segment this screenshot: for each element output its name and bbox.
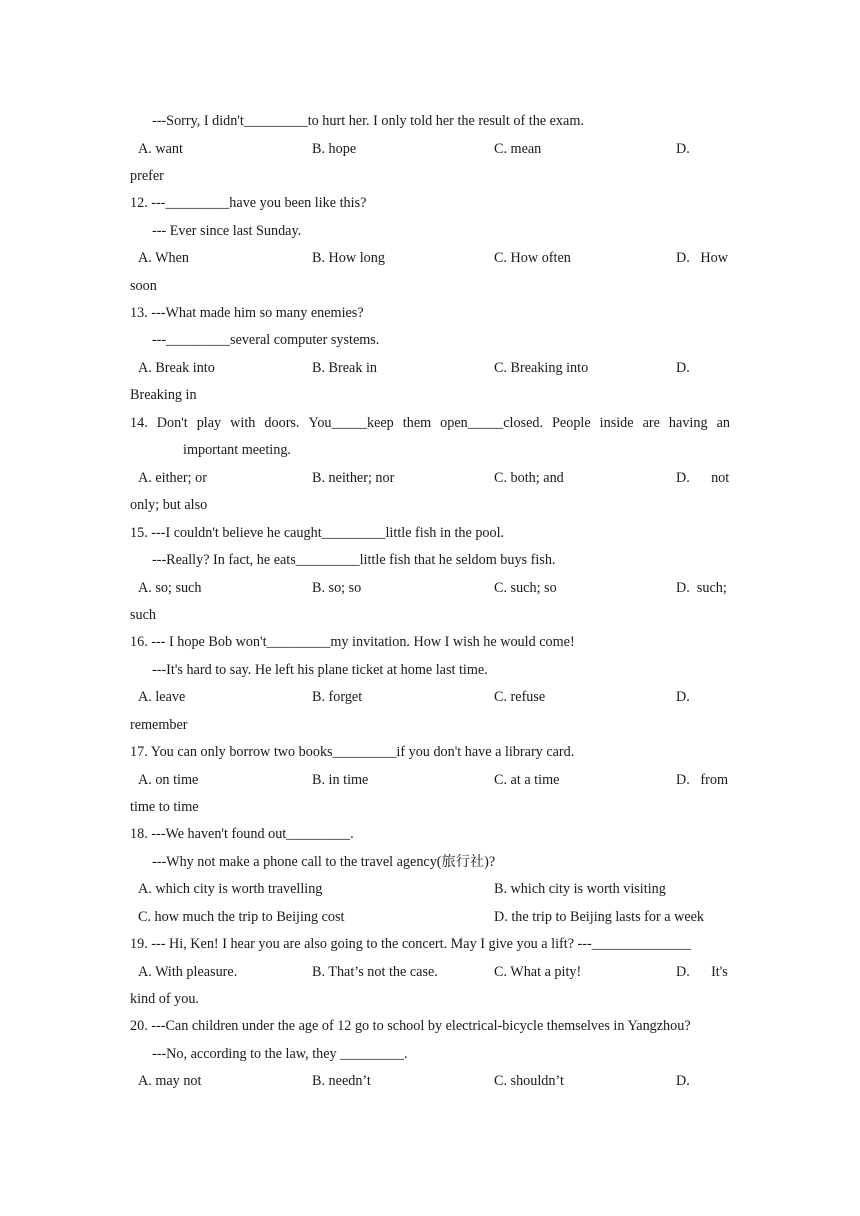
q12-option-b: B. How long: [312, 250, 385, 266]
q14-question: [130, 413, 730, 433]
q16-option-a: A. leave: [138, 689, 186, 705]
q15-option-b: B. so; so: [312, 580, 362, 596]
q16-option-b: B. forget: [312, 689, 363, 705]
q11-option-a: A. want: [138, 141, 183, 157]
q11-option-d: D.: [676, 141, 690, 157]
q14-option-c: C. both; and: [494, 470, 564, 486]
q14-question-continued: important meeting.: [183, 442, 291, 458]
q20-option-d: D.: [676, 1073, 690, 1089]
q14-word: You_____keep: [308, 415, 394, 431]
q18-option-b: B. which city is worth visiting: [494, 881, 666, 897]
q14-word: 14.: [130, 415, 148, 431]
q15-question: 15. ---I couldn't believe he caught_________little fish in the pool.: [130, 525, 505, 541]
q19-option-d-wrap: kind of you.: [130, 991, 199, 1007]
q14-word: Don't: [156, 415, 188, 431]
q19-option-b: B. That’s not the case.: [312, 964, 438, 980]
q13-option-b: B. Break in: [312, 360, 378, 376]
q18-option-a: A. which city is worth travelling: [138, 881, 323, 897]
q19-option-c: C. What a pity!: [494, 964, 582, 980]
q20-option-c: C. shouldn’t: [494, 1073, 564, 1089]
q19-option-d: D. It's: [676, 964, 728, 980]
q16-question: 16. --- I hope Bob won't_________my invitation. How I wish he would come!: [130, 634, 575, 650]
q16-option-d-wrap: remember: [130, 717, 188, 733]
q12-option-a: A. When: [138, 250, 189, 266]
q14-word: are: [642, 415, 660, 431]
q18-option-d: D. the trip to Beijing lasts for a week: [494, 909, 705, 925]
q11-option-c: C. mean: [494, 141, 542, 157]
q18-answer-line: ---Why not make a phone call to the travel agency(旅行社)?: [152, 854, 496, 870]
q17-option-d: D. from: [676, 772, 729, 788]
q20-option-b: B. needn’t: [312, 1073, 371, 1089]
q15-answer-line: ---Really? In fact, he eats_________little fish that he seldom buys fish.: [152, 552, 556, 568]
q12-question: 12. ---_________have you been like this?: [130, 195, 367, 211]
q14-option-d: D. not: [676, 470, 730, 486]
q11-answer-line: ---Sorry, I didn't_________to hurt her. I only told her the result of the exam.: [152, 113, 584, 129]
q11-option-d-wrap: prefer: [130, 168, 164, 184]
q15-option-c: C. such; so: [494, 580, 557, 596]
q14-word: with: [230, 415, 256, 431]
q17-question: 17. You can only borrow two books_________if you don't have a library card.: [130, 744, 575, 760]
q12-option-c: C. How often: [494, 250, 571, 266]
q14-word: open_____closed.: [440, 415, 544, 431]
q17-option-b: B. in time: [312, 772, 369, 788]
q15-option-d: D. such;: [676, 580, 727, 596]
q13-question: 13. ---What made him so many enemies?: [130, 305, 364, 321]
q19-question: 19. --- Hi, Ken! I hear you are also going to the concert. May I give you a lift? ---______________: [130, 936, 692, 952]
q13-option-d-wrap: Breaking in: [130, 387, 197, 403]
q14-word: doors.: [264, 415, 300, 431]
q16-answer-line: ---It's hard to say. He left his plane ticket at home last time.: [152, 662, 488, 678]
q13-option-c: C. Breaking into: [494, 360, 589, 376]
q16-option-d: D.: [676, 689, 690, 705]
q14-word: having: [668, 415, 708, 431]
q12-option-d: D. How: [676, 250, 729, 266]
q15-option-d-wrap: such: [130, 607, 157, 623]
q15-option-a: A. so; such: [138, 580, 202, 596]
q14-word: an: [716, 415, 730, 431]
q14-word: play: [196, 415, 222, 431]
q13-option-d: D.: [676, 360, 690, 376]
q20-answer-line: ---No, according to the law, they _________.: [152, 1046, 408, 1062]
q17-option-d-wrap: time to time: [130, 799, 199, 815]
q19-option-a: A. With pleasure.: [138, 964, 238, 980]
q14-option-a: A. either; or: [138, 470, 207, 486]
q12-option-d-wrap: soon: [130, 278, 157, 294]
q14-word: inside: [599, 415, 634, 431]
q17-option-a: A. on time: [138, 772, 199, 788]
q20-question: 20. ---Can children under the age of 12 go to school by electrical-bicycle themselves in Yangzhou?: [130, 1018, 691, 1034]
q17-option-c: C. at a time: [494, 772, 560, 788]
q18-question: 18. ---We haven't found out_________.: [130, 826, 354, 842]
q18-option-c: C. how much the trip to Beijing cost: [138, 909, 345, 925]
q14-word: People: [552, 415, 591, 431]
q20-option-a: A. may not: [138, 1073, 202, 1089]
q14-word: them: [402, 415, 432, 431]
q14-option-b: B. neither; nor: [312, 470, 395, 486]
q16-option-c: C. refuse: [494, 689, 546, 705]
q14-option-d-wrap: only; but also: [130, 497, 208, 513]
q12-answer-line: --- Ever since last Sunday.: [152, 223, 302, 239]
q11-option-b: B. hope: [312, 141, 357, 157]
q13-option-a: A. Break into: [138, 360, 215, 376]
q13-answer-line: ---_________several computer systems.: [152, 332, 380, 348]
